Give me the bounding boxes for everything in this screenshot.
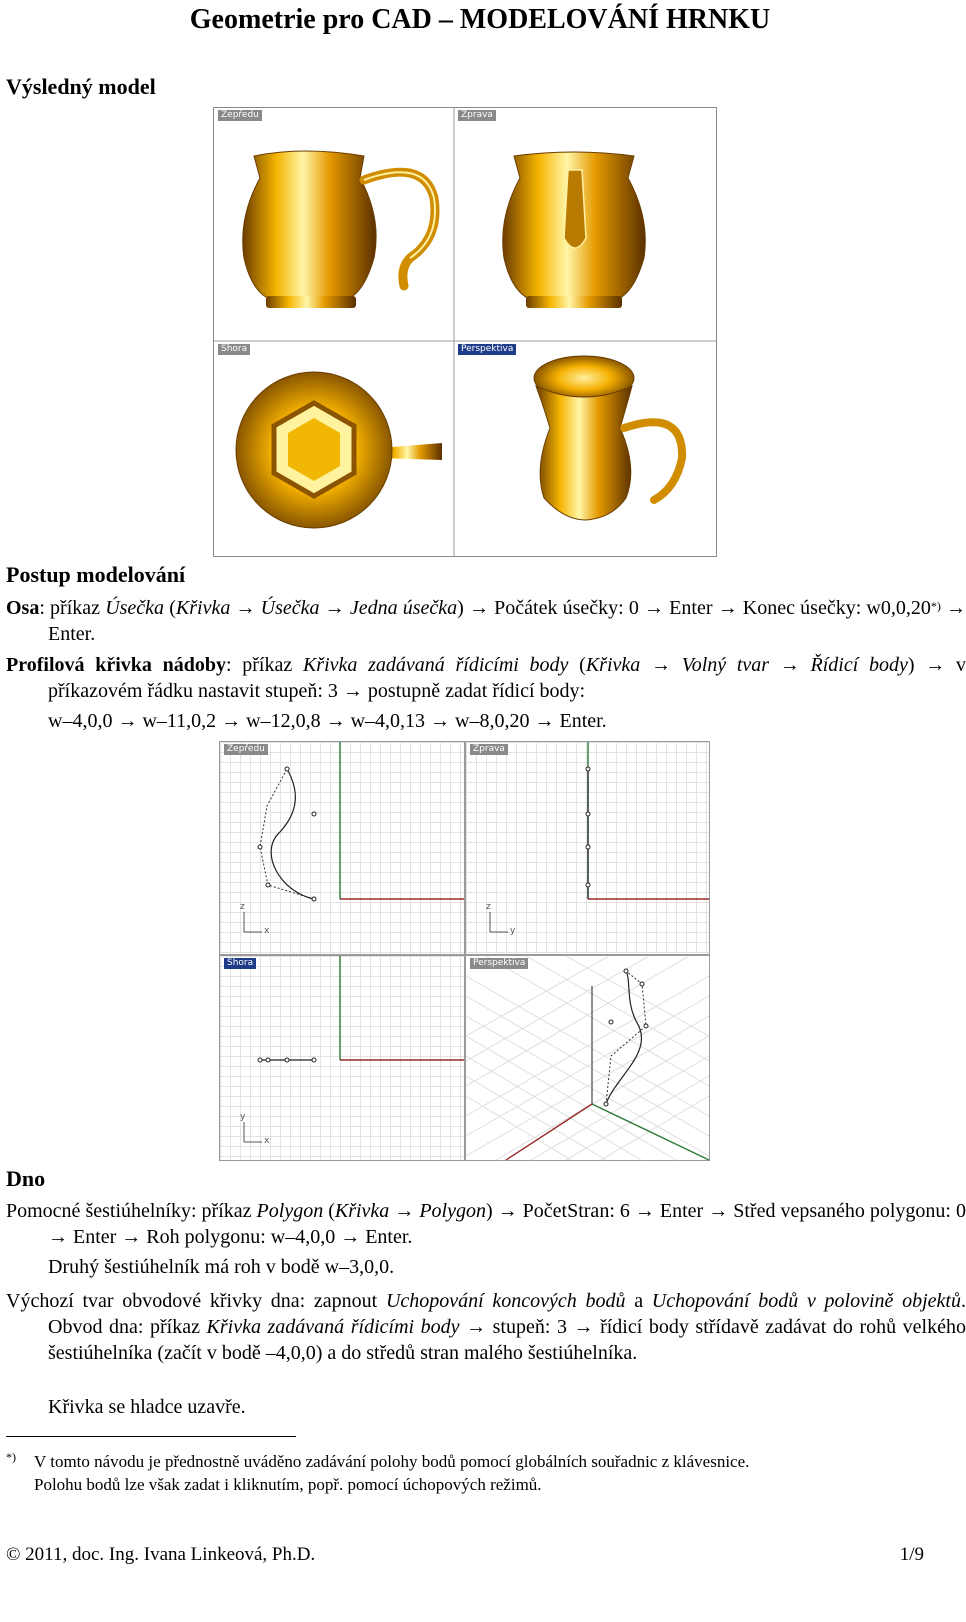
page-title: Geometrie pro CAD – MODELOVÁNÍ HRNKU bbox=[189, 4, 771, 35]
text: ( bbox=[323, 1200, 335, 1222]
axis-y-label: y bbox=[510, 926, 516, 936]
axis-x-label: x bbox=[264, 926, 270, 936]
text: : příkaz bbox=[226, 654, 303, 676]
viewport-label-top[interactable]: Shora bbox=[224, 958, 256, 969]
render-perspective bbox=[534, 356, 682, 520]
text: ( bbox=[164, 597, 176, 619]
footer-copyright: © 2011, doc. Ing. Ivana Linkeová, Ph.D. bbox=[6, 1544, 316, 1565]
text: ) → PočetStran: 6 → Enter → Střed vepsaného polygonu: 0 → Enter → Roh polygonu: w–4,0,0 → Enter. bbox=[48, 1200, 966, 1248]
paragraph-curve-closes: Křivka se hladce uzavře. bbox=[48, 1396, 246, 1418]
text: ( bbox=[568, 654, 586, 676]
viewport-label-perspective[interactable]: Perspektiva bbox=[470, 958, 528, 969]
render-top bbox=[236, 372, 442, 528]
command-name: Křivka zadávaná řídicími body bbox=[302, 654, 569, 676]
axis-x-label: x bbox=[264, 1136, 270, 1146]
paragraph-axis bbox=[6, 595, 966, 647]
viewport-label-right[interactable]: Zprava bbox=[470, 744, 508, 755]
paragraph-profile-curve bbox=[6, 652, 966, 704]
snap-option: Uchopování koncových bodů bbox=[385, 1290, 626, 1312]
menu-path: Křivka → Úsečka → Jedna úsečka bbox=[175, 597, 458, 619]
axis-y-label: y bbox=[240, 1112, 246, 1122]
text: → Enter. bbox=[48, 597, 966, 645]
profile-label: Profilová křivka nádoby bbox=[6, 654, 226, 676]
paragraph-hexagons bbox=[6, 1198, 966, 1250]
axis-label: Osa bbox=[6, 597, 40, 619]
text: a bbox=[625, 1290, 652, 1312]
text: . Obvod dna: příkaz bbox=[48, 1290, 966, 1338]
command-name: Křivka zadávaná řídicími body bbox=[206, 1316, 460, 1338]
viewport-front-drawing bbox=[220, 742, 464, 954]
viewport-right[interactable] bbox=[465, 741, 710, 955]
render-label-front: Zepředu bbox=[218, 110, 262, 121]
footer-page-number: 1/9 bbox=[899, 1544, 924, 1565]
axis-z-label: z bbox=[486, 902, 491, 912]
viewport-perspective[interactable] bbox=[465, 955, 710, 1161]
viewport-perspective-drawing bbox=[466, 956, 709, 1160]
menu-path: Křivka → Polygon bbox=[334, 1200, 486, 1222]
footnote-line-1: V tomto návodu je přednostně uváděno zadávání polohy bodů pomocí globálních souřadnic z klávesnice. bbox=[34, 1452, 750, 1471]
viewport-right-drawing bbox=[466, 742, 709, 954]
footnote-mark: *) bbox=[6, 1450, 16, 1464]
render-right bbox=[503, 152, 646, 308]
text: Výchozí tvar obvodové křivky dna: zapnout bbox=[6, 1290, 386, 1312]
snap-option: Uchopování bodů v polovině objektů bbox=[651, 1290, 961, 1312]
footnote-divider bbox=[6, 1436, 296, 1437]
render-label-top: Shora bbox=[218, 344, 250, 355]
control-points-line: w–4,0,0 → w–11,0,2 → w–12,0,8 → w–4,0,13 → w–8,0,20 → Enter. bbox=[48, 710, 607, 732]
paragraph-perimeter-curve bbox=[6, 1288, 966, 1366]
section-heading-result: Výsledný model bbox=[6, 74, 156, 99]
command-name: Úsečka bbox=[105, 597, 165, 619]
command-name: Polygon bbox=[256, 1200, 324, 1222]
render-panel bbox=[213, 107, 717, 557]
text: Pomocné šestiúhelníky: příkaz bbox=[6, 1200, 257, 1222]
viewport-top-drawing bbox=[220, 956, 464, 1160]
render-front bbox=[243, 151, 435, 308]
text: ) → Počátek úsečky: 0 → Enter → Konec úsečky: w0,0,20 bbox=[457, 597, 931, 619]
viewport-front[interactable] bbox=[219, 741, 465, 955]
section-heading-procedure: Postup modelování bbox=[6, 562, 186, 587]
render-label-right: Zprava bbox=[458, 110, 496, 121]
axis-z-label: z bbox=[240, 902, 245, 912]
render-views bbox=[214, 108, 716, 556]
menu-path: Křivka → Volný tvar → Řídicí body bbox=[585, 654, 908, 676]
viewport-top[interactable] bbox=[219, 955, 465, 1161]
footnote-line-2: Polohu bodů lze však zadat i kliknutím, popř. pomocí úchopových režimů. bbox=[34, 1475, 542, 1494]
section-heading-bottom: Dno bbox=[6, 1166, 46, 1191]
text: ) → v příkazovém řádku nastavit stupeň: 3 → postupně zadat řídicí body: bbox=[48, 654, 966, 702]
render-label-perspective: Perspektiva bbox=[458, 344, 516, 355]
text: : příkaz bbox=[39, 597, 106, 619]
footnote-ref: *) bbox=[930, 599, 941, 613]
text: → stupeň: 3 → řídicí body střídavě zadávat do rohů velkého šestiúhelníka (začít v bodě –4,0,0) a do středů stran malého šestiúhelníka. bbox=[48, 1316, 966, 1364]
paragraph-second-hexagon: Druhý šestiúhelník má roh v bodě w–3,0,0. bbox=[48, 1256, 395, 1278]
viewport-label-front[interactable]: Zepředu bbox=[224, 744, 268, 755]
